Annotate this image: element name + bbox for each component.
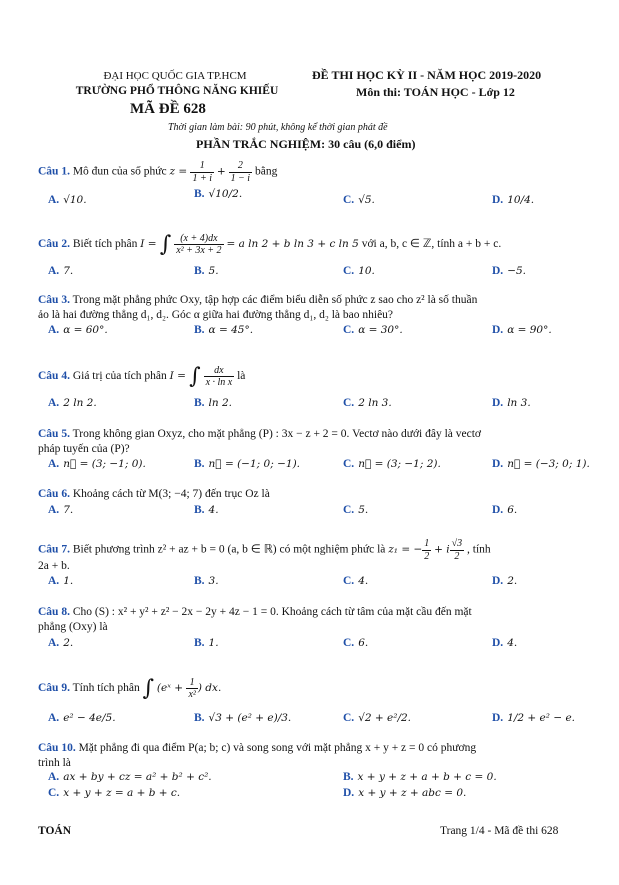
option-d[interactable]: D. −5. <box>492 265 527 277</box>
option-d[interactable]: D. 6. <box>492 504 518 516</box>
option-c[interactable]: C. α = 30°. <box>343 324 403 336</box>
option-d[interactable]: D. 1/2 + e² − e. <box>492 712 576 724</box>
footer-subject: TOÁN <box>38 825 72 837</box>
option-d[interactable]: D. ln 3. <box>492 397 531 409</box>
option-b[interactable]: B. α = 45°. <box>194 324 254 336</box>
option-d[interactable]: D. 4. <box>492 637 518 649</box>
question-2: Câu 2. Biết tích phân I = ∫ $\frac{(x + 4)dx}{\text{x² + 3x + 2}}$ = a ln 2 + b ln 3 + c ln 5 với a, b, c ∈ ℤ, tính a + b + c. <box>38 232 502 257</box>
question-1: Câu 1. Mô đun của số phức z = $\frac{1}{1 + i}$ + $\frac{2}{1 - i}$ bằng <box>38 160 278 184</box>
question-7: Câu 7. Biết phương trình z² + az + b = 0 (a, b ∈ ℝ) có một nghiệm phức là z₁ = − $\frac{1}{2}$ + i $\frac{√3}{2}$ , tính <box>38 538 491 562</box>
question-5-line2: pháp tuyến của (P)? <box>38 443 130 455</box>
option-a[interactable]: A. n⃗ = (3; −1; 0). <box>48 458 146 470</box>
option-c[interactable]: C. 6. <box>343 637 369 649</box>
option-a[interactable]: A. √10. <box>48 194 87 206</box>
option-b[interactable]: B. √10/2. <box>194 188 243 200</box>
question-text-end: bằng <box>254 165 278 178</box>
option-a[interactable]: A. 1. <box>48 575 74 587</box>
option-b[interactable]: B. ln 2. <box>194 397 233 409</box>
option-a[interactable]: A. 2 ln 2. <box>48 397 97 409</box>
question-3-line2: ảo là hai đường thẳng d₁, d₂. Góc α giữa hai đường thẳng d₁, d₂ là bao nhiêu? <box>38 309 394 321</box>
option-c[interactable]: C. 4. <box>343 575 369 587</box>
option-b[interactable]: B. 3. <box>194 575 219 587</box>
question-label: Câu 1. <box>38 165 70 178</box>
option-d[interactable]: D. 2. <box>492 575 518 587</box>
question-8-line2: phẳng (Oxy) là <box>38 621 108 633</box>
option-c[interactable]: C. n⃗ = (3; −1; 2). <box>343 458 441 470</box>
option-a[interactable]: A. 7. <box>48 504 74 516</box>
question-9: Câu 9. Tính tích phân ∫ (eˣ + $\frac{1}{\text{x²}}$ ) dx. <box>38 676 222 701</box>
footer-page-info: Trang 1/4 - Mã đề thi 628 <box>440 825 559 837</box>
option-b[interactable]: B. x + y + z + a + b + c = 0. <box>343 771 497 783</box>
question-10-line2: trình là <box>38 757 71 769</box>
option-d[interactable]: D. n⃗ = (−3; 0; 1). <box>492 458 590 470</box>
option-c[interactable]: C. √2 + e²/2. <box>343 712 412 724</box>
option-c[interactable]: C. 5. <box>343 504 369 516</box>
question-5: Câu 5. Trong không gian Oxyz, cho mặt phẳng (P) : 3x − z + 2 = 0. Vectơ nào dưới đây là vectơ <box>38 428 481 440</box>
school-name: TRƯỜNG PHỔ THÔNG NĂNG KHIẾU <box>75 85 279 97</box>
question-6: Câu 6. Khoảng cách từ M(3; −4; 7) đến trục Oz là <box>38 488 270 500</box>
section-title: PHẦN TRẮC NGHIỆM: 30 câu (6,0 điểm) <box>196 137 416 151</box>
exam-title: ĐỀ THI HỌC KỲ II - NĂM HỌC 2019-2020 <box>312 68 542 82</box>
question-10: Câu 10. Mặt phẳng đi qua điểm P(a; b; c) và song song với mặt phẳng x + y + z = 0 có phương <box>38 742 477 754</box>
option-d[interactable]: D. α = 90°. <box>492 324 552 336</box>
option-c[interactable]: C. 2 ln 3. <box>343 397 392 409</box>
question-8: Câu 8. Cho (S) : x² + y² + z² − 2x − 2y + 4z − 1 = 0. Khoảng cách từ tâm của mặt cầu đến mặt <box>38 606 472 618</box>
option-c[interactable]: C. √5. <box>343 194 375 206</box>
option-a[interactable]: A. 7. <box>48 265 74 277</box>
option-b[interactable]: B. 4. <box>194 504 219 516</box>
option-b[interactable]: B. √3 + (e² + e)/3. <box>194 712 292 724</box>
exam-code: MÃ ĐỀ 628 <box>130 101 206 117</box>
question-text: Mô đun của số phức <box>72 165 167 178</box>
question-7-line2: 2a + b. <box>38 560 70 572</box>
university-name: ĐẠI HỌC QUỐC GIA TP.HCM <box>103 70 247 82</box>
time-note: Thời gian làm bài: 90 phút, không kể thời gian phát đề <box>168 122 388 133</box>
exam-subject: Môn thi: TOÁN HỌC - Lớp 12 <box>356 85 515 99</box>
option-a[interactable]: A. ax + by + cz = a² + b² + c². <box>48 771 212 783</box>
question-4: Câu 4. Giá trị của tích phân I = ∫ $\frac{dx}{\text{x · ln x}}$ là <box>38 364 246 389</box>
question-3: Câu 3. Trong mặt phẳng phức Oxy, tập hợp các điểm biểu diễn số phức z sao cho z² là số thuần <box>38 294 478 306</box>
option-b[interactable]: B. 1. <box>194 637 219 649</box>
option-d[interactable]: D. 10/4. <box>492 194 535 206</box>
option-c[interactable]: C. x + y + z = a + b + c. <box>48 787 181 799</box>
option-a[interactable]: A. 2. <box>48 637 74 649</box>
option-a[interactable]: A. α = 60°. <box>48 324 108 336</box>
option-c[interactable]: C. 10. <box>343 265 375 277</box>
option-b[interactable]: B. 5. <box>194 265 219 277</box>
option-b[interactable]: B. n⃗ = (−1; 0; −1). <box>194 458 301 470</box>
option-a[interactable]: A. e² − 4e/5. <box>48 712 116 724</box>
option-d[interactable]: D. x + y + z + abc = 0. <box>343 787 467 799</box>
